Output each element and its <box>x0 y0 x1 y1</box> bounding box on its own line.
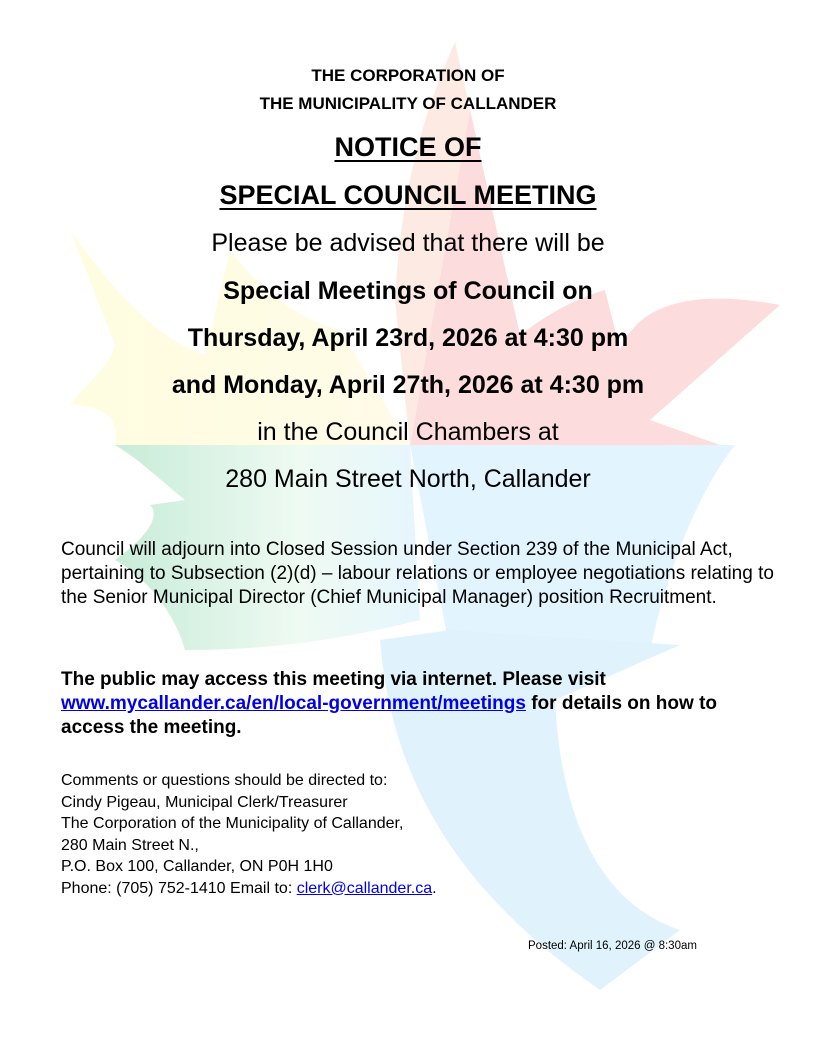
notice-title-line1: NOTICE OF <box>334 132 482 162</box>
contact-block <box>61 770 561 899</box>
contact-street: 280 Main Street N., <box>61 836 199 854</box>
announcement-intro: Please be advised that there will be <box>211 229 605 257</box>
org-name-line2: THE MUNICIPALITY OF CALLANDER <box>259 94 557 113</box>
meetings-link[interactable]: www.mycallander.ca/en/local-government/meetings <box>61 693 526 714</box>
contact-phone: Phone: (705) 752-1410 Email to: <box>61 879 297 897</box>
contact-pobox: P.O. Box 100, Callander, ON P0H 1H0 <box>61 858 333 875</box>
meetings-line: Special Meetings of Council on <box>223 277 593 305</box>
contact-phone-email <box>61 878 561 900</box>
public-access-text-before: The public may access this meeting via internet. Please visit <box>61 669 606 690</box>
meeting-date-1: Thursday, April 23rd, 2026 at 4:30 pm <box>187 324 629 352</box>
contact-period: . <box>432 879 437 897</box>
public-access-paragraph <box>61 668 781 740</box>
notice-title-line2: SPECIAL COUNCIL MEETING <box>219 180 597 210</box>
location-intro: in the Council Chambers at <box>257 418 559 446</box>
org-name-line1: THE CORPORATION OF <box>311 66 505 85</box>
public-access-text-after: for details on how to access the meeting. <box>61 693 718 738</box>
contact-name: Cindy Pigeau, Municipal Clerk/Treasurer <box>61 793 348 811</box>
contact-org: The Corporation of the Municipality of Callander, <box>61 815 404 832</box>
closed-session-paragraph: Council will adjourn into Closed Session under Section 239 of the Municipal Act, pertaining to Subsection (2)(d) – labour relations or employee negotiations relating to the Senior Municipal Director (Chief Municipal Manager) position Recruitment. <box>61 539 774 608</box>
meeting-location: 280 Main Street North, Callander <box>225 465 591 493</box>
contact-intro: Comments or questions should be directed to: <box>61 772 388 789</box>
meeting-date-2: and Monday, April 27th, 2026 at 4:30 pm <box>171 371 645 399</box>
posted-timestamp: Posted: April 16, 2026 @ 8:30am <box>528 940 697 952</box>
email-link[interactable]: clerk@callander.ca <box>296 879 433 897</box>
